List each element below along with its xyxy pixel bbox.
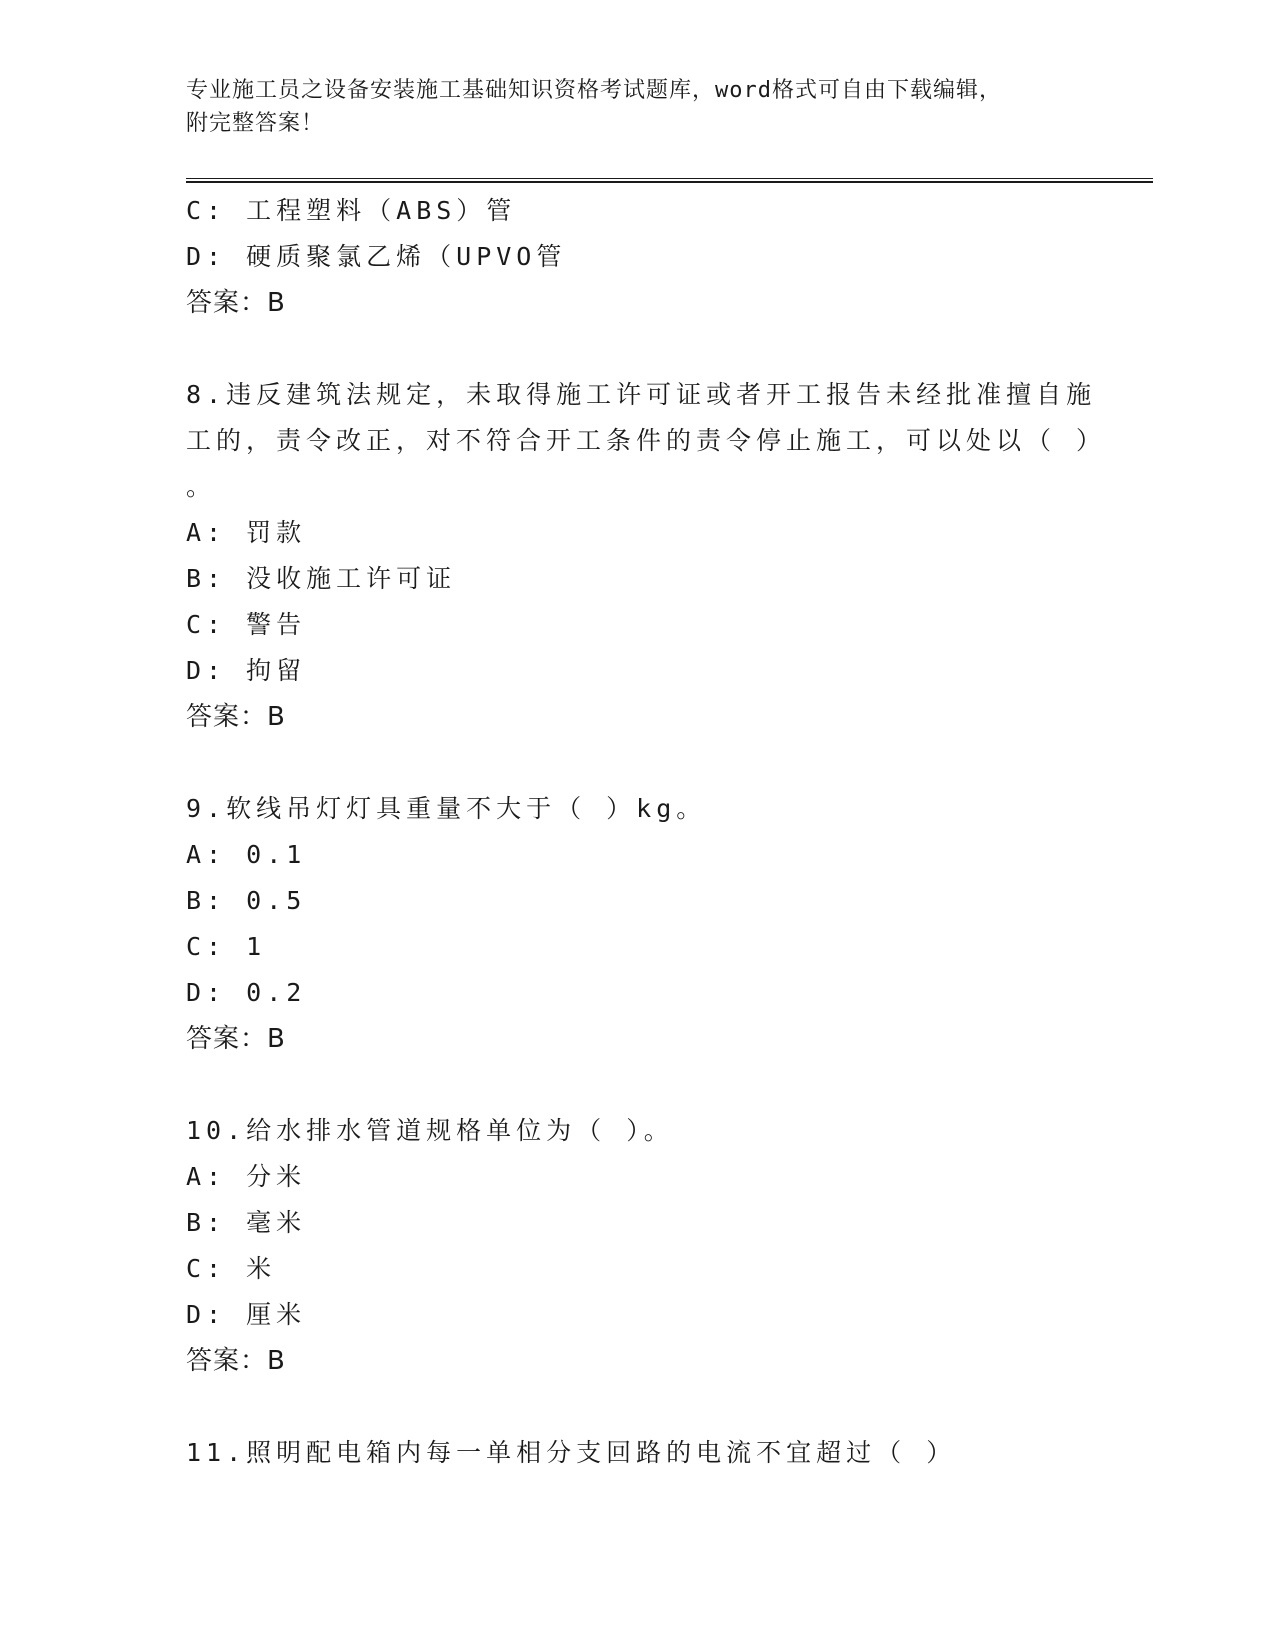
option-c: C: 工程塑料（ABS）管: [186, 196, 517, 225]
question-list: [186, 188, 1107, 1476]
question-10: [186, 1108, 1066, 1384]
question-text-line: 工的，责令改正，对不符合开工条件的责令停止施工，可以处以（ ）: [186, 426, 1107, 455]
question-9: [186, 786, 1066, 1062]
question-text-line: 。: [186, 472, 217, 501]
question-text-line: 11.照明配电箱内每一单相分支回路的电流不宜超过（ ）: [186, 1438, 957, 1467]
option-a: A: 分米: [186, 1162, 307, 1191]
option-b: B: 毫米: [186, 1208, 307, 1237]
question-text-line: 8.违反建筑法规定，未取得施工许可证或者开工报告未经批准擅自施: [186, 380, 1097, 409]
spacer: [186, 740, 1066, 786]
option-c: C: 1: [186, 932, 267, 961]
header-line-1: 专业施工员之设备安装施工基础知识资格考试题库，word格式可自由下载编辑，: [186, 78, 1002, 103]
question-text-line: 9.软线吊灯灯具重量不大于（ ）kg。: [186, 794, 707, 823]
answer: 答案：B: [186, 1346, 286, 1376]
option-d: D: 拘留: [186, 656, 307, 685]
question-11: [186, 1430, 1066, 1476]
option-b: B: 没收施工许可证: [186, 564, 457, 593]
spacer: [186, 1062, 1066, 1108]
option-d: D: 0.2: [186, 978, 307, 1007]
question-text-line: 10.给水排水管道规格单位为（ ）。: [186, 1116, 674, 1145]
option-d: D: 厘米: [186, 1300, 307, 1329]
header-line-2: 附完整答案！: [186, 111, 325, 136]
document-header: [186, 74, 1066, 140]
option-b: B: 0.5: [186, 886, 307, 915]
option-c: C: 米: [186, 1254, 277, 1283]
header-divider: [186, 178, 1153, 183]
answer: 答案：B: [186, 702, 286, 732]
option-a: A: 罚款: [186, 518, 307, 547]
option-d: D: 硬质聚氯乙烯（UPVO管: [186, 242, 567, 271]
spacer: [186, 1384, 1066, 1430]
spacer: [186, 326, 1066, 372]
answer: 答案：B: [186, 288, 286, 318]
option-c: C: 警告: [186, 610, 307, 639]
answer: 答案：B: [186, 1024, 286, 1054]
question-7: [186, 188, 1066, 326]
option-a: A: 0.1: [186, 840, 307, 869]
question-8: [186, 372, 1107, 740]
